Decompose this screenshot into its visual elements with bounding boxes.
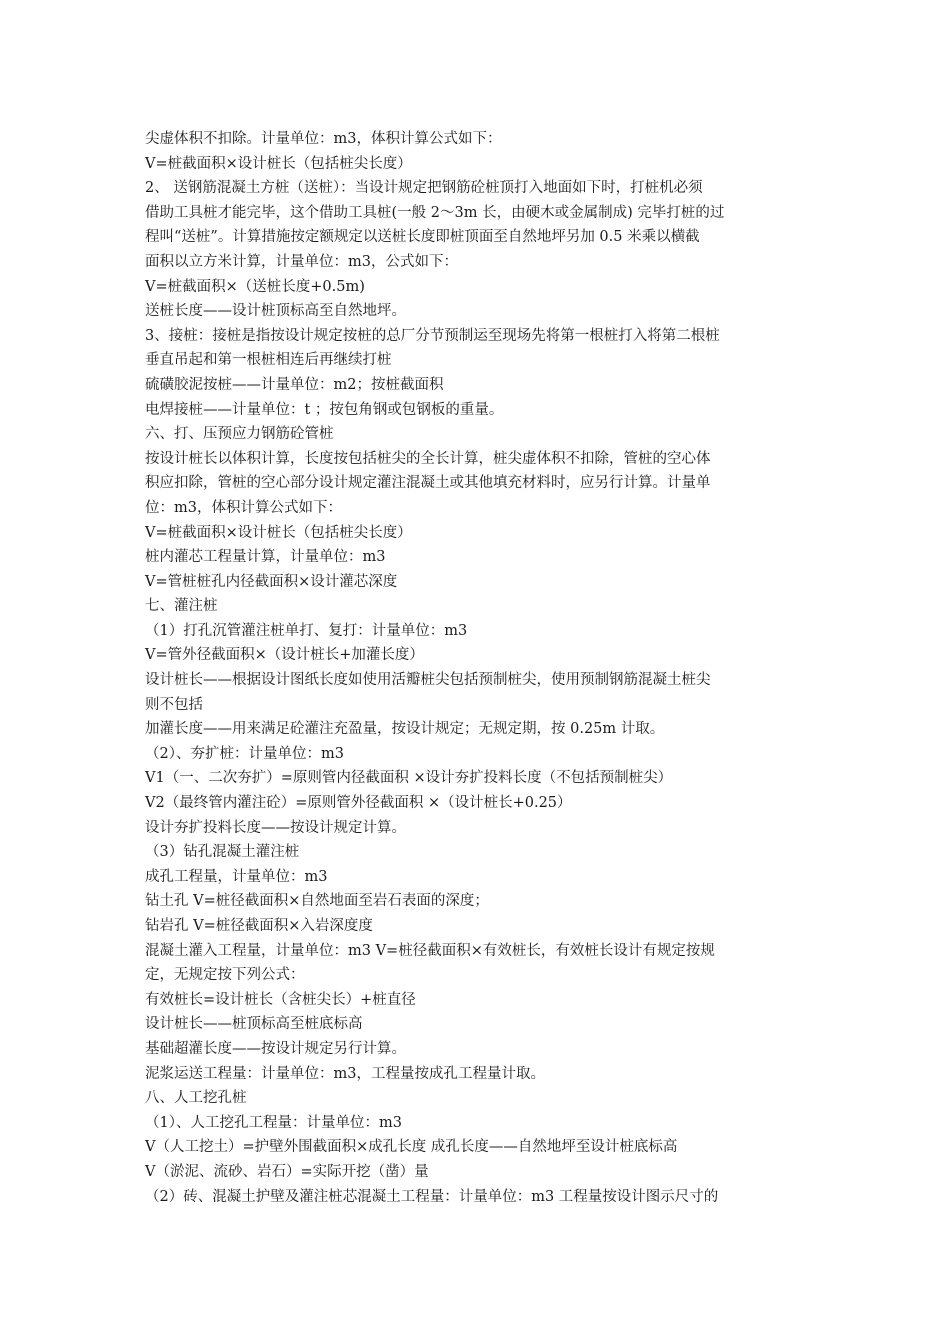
text-line: 程叫“送桩”。计算措施按定额规定以送桩长度即桩顶面至自然地坪另加 0.5 米乘以横截	[145, 229, 700, 246]
formula-line: V=桩截面积×设计桩长（包括桩尖长度）	[145, 155, 412, 172]
text-line: 电焊接桩——计量单位：t ；按包角钢或包钢板的重量。	[145, 401, 504, 418]
formula-line: 有效桩长=设计桩长（含桩尖长）+桩直径	[145, 991, 416, 1008]
formula-line: V=桩截面积×设计桩长（包括桩尖长度）	[145, 524, 412, 541]
text-line: 送桩长度——设计桩顶标高至自然地坪。	[145, 303, 406, 320]
text-line: 混凝土灌入工程量，计量单位：m3 V=桩径截面积×有效桩长，有效桩长设计有规定按规	[145, 942, 715, 959]
text-line: 加灌长度——用来满足砼灌注充盈量，按设计规定；无规定期，按 0.25m 计取。	[145, 721, 665, 738]
subsection-heading: （3）钻孔混凝土灌注桩	[145, 844, 300, 861]
text-line: 设计桩长——桩顶标高至桩底标高	[145, 1016, 363, 1033]
section-heading: 2、 送钢筋混凝土方桩（送桩）：当设计规定把钢筋砼桩顶打入地面如下时，打桩机必须	[145, 180, 703, 197]
formula-line: V（淤泥、流砂、岩石）=实际开挖（凿）量	[145, 1163, 429, 1180]
formula-line: 钻岩孔 V=桩径截面积×入岩深度度	[145, 918, 373, 934]
document-body	[145, 127, 815, 1209]
text-line: 尖虚体积不扣除。计量单位：m3，体积计算公式如下：	[145, 131, 502, 147]
text-line: 硫磺胶泥按桩——计量单位：m2；按桩截面积	[145, 376, 444, 393]
formula-line: V2（最终管内灌注砼）=原则管外径截面积 ×（设计桩长+0.25）	[145, 795, 572, 812]
text-line: 面积以立方米计算，计量单位：m3，公式如下：	[145, 253, 458, 270]
text-line: 按设计桩长以体积计算，长度按包括桩尖的全长计算，桩尖虚体积不扣除，管桩的空心体	[145, 450, 711, 467]
formula-line: 钻土孔 V=桩径截面积×自然地面至岩石表面的深度；	[145, 893, 489, 910]
text-line: 位：m3，体积计算公式如下：	[145, 499, 342, 516]
subsection-heading: （2）、夯扩桩：计量单位：m3	[145, 745, 344, 762]
text-line: 桩内灌芯工程量计算，计量单位：m3	[145, 549, 386, 566]
text-line: 成孔工程量，计量单位：m3	[145, 868, 328, 885]
section-heading: 六、打、压预应力钢筋砼管桩	[145, 426, 334, 443]
text-line: 设计夯扩投料长度——按设计规定计算。	[145, 819, 406, 836]
text-line: 借助工具桩才能完毕，这个借助工具桩(一般 2～3m 长，由硬木或金属制成) 完毕打桩的过	[145, 204, 725, 221]
formula-line: V（人工挖土）=护壁外围截面积×成孔长度 成孔长度——自然地坪至设计桩底标高	[145, 1139, 678, 1156]
section-heading: 八、人工挖孔桩	[145, 1090, 247, 1107]
formula-line: V1（一、二次夯扩）=原则管内径截面积 ×设计夯扩投料长度（不包括预制桩尖）	[145, 770, 673, 787]
formula-line: V=管外径截面积×（设计桩长+加灌长度）	[145, 647, 424, 664]
subsection-heading: （1）、人工挖孔工程量：计量单位：m3	[145, 1114, 402, 1131]
section-heading: 3、接桩：接桩是指按设计规定按桩的总厂分节预制运至现场先将第一根桩打入将第二根桩	[145, 327, 720, 344]
formula-line: V=桩截面积×（送桩长度+0.5m)	[145, 278, 365, 295]
text-line: 垂直吊起和第一根桩相连后再继续打桩	[145, 352, 392, 369]
section-heading: 七、灌注桩	[145, 598, 218, 615]
text-line: 则不包括	[145, 696, 203, 713]
text-line: 泥浆运送工程量：计量单位：m3，工程量按成孔工程量计取。	[145, 1065, 545, 1082]
text-line: 基础超灌长度——按设计规定另行计算。	[145, 1040, 406, 1057]
formula-line: V=管桩桩孔内径截面积×设计灌芯深度	[145, 573, 398, 590]
subsection-heading: （1）打孔沉管灌注桩单打、复打：计量单位：m3	[145, 622, 468, 639]
text-line: 积应扣除，管桩的空心部分设计规定灌注混凝土或其他填充材料时，应另行计算。计量单	[145, 475, 711, 492]
text-line: 设计桩长——根据设计图纸长度如使用活瓣桩尖包括预制桩尖，使用预制钢筋混凝土桩尖	[145, 672, 711, 689]
text-line: 定，无规定按下列公式：	[145, 967, 305, 984]
subsection-heading: （2）砖、混凝土护壁及灌注桩芯混凝土工程量：计量单位：m3 工程量按设计图示尺寸的	[145, 1188, 719, 1205]
